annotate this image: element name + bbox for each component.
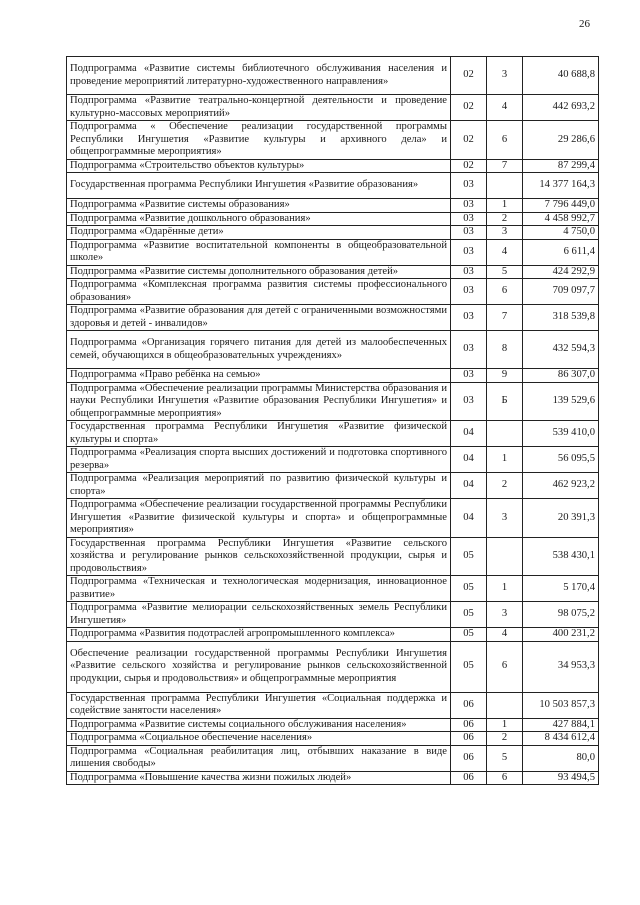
program-name-cell: Обеспечение реализации государственной программы Республики Ингушетия «Развитие сельского хозяйства и регулирование рынков сельскохозяйственной продукции, сырья и продовольствия» и общепрограммные мероприятия: [67, 641, 451, 692]
amount-cell: 424 292,9: [523, 265, 599, 279]
program-code-cell: 05: [451, 628, 487, 642]
table-row: [67, 57, 599, 95]
program-code-cell: 03: [451, 305, 487, 331]
program-name-cell: Подпрограмма «Развитие системы библиотечного обслуживания населения и проведение мероприятий литературно-художественного направления»: [67, 57, 451, 95]
program-name-cell: Государственная программа Республики Ингушетия «Развитие образования»: [67, 173, 451, 199]
budget-table-body: [67, 57, 599, 785]
subprogram-code-cell: 1: [487, 576, 523, 602]
program-code-cell: 03: [451, 331, 487, 369]
amount-cell: 6 611,4: [523, 239, 599, 265]
program-code-cell: 05: [451, 576, 487, 602]
subprogram-code-cell: 7: [487, 305, 523, 331]
program-code-cell: 03: [451, 173, 487, 199]
program-name-cell: Подпрограмма «Реализация спорта высших достижений и подготовка спортивного резерва»: [67, 447, 451, 473]
subprogram-code-cell: [487, 421, 523, 447]
amount-cell: 427 884,1: [523, 718, 599, 732]
subprogram-code-cell: 1: [487, 718, 523, 732]
amount-cell: 56 095,5: [523, 447, 599, 473]
program-code-cell: 06: [451, 718, 487, 732]
table-row: [67, 576, 599, 602]
program-name-cell: Подпрограмма «Развитие дошкольного образования»: [67, 212, 451, 226]
program-name-cell: Подпрограмма «Реализация мероприятий по развитию физической культуры и спорта»: [67, 473, 451, 499]
subprogram-code-cell: 8: [487, 331, 523, 369]
subprogram-code-cell: 6: [487, 279, 523, 305]
program-code-cell: 03: [451, 226, 487, 240]
program-code-cell: 06: [451, 692, 487, 718]
table-row: [67, 692, 599, 718]
subprogram-code-cell: Б: [487, 382, 523, 421]
table-row: [67, 537, 599, 576]
amount-cell: 400 231,2: [523, 628, 599, 642]
table-row: [67, 239, 599, 265]
program-code-cell: 06: [451, 732, 487, 746]
table-row: [67, 265, 599, 279]
amount-cell: 139 529,6: [523, 382, 599, 421]
table-row: [67, 226, 599, 240]
subprogram-code-cell: 1: [487, 199, 523, 213]
program-name-cell: Подпрограмма «Обеспечение реализации государственной программы Республики Ингушетия «Развитие физической культуры и спорта» и общепрограммные мероприятия»: [67, 499, 451, 538]
program-name-cell: Подпрограмма «Социальная реабилитация лиц, отбывших наказание в виде лишения свободы»: [67, 745, 451, 771]
program-name-cell: Государственная программа Республики Ингушетия «Развитие физической культуры и спорта»: [67, 421, 451, 447]
table-row: [67, 602, 599, 628]
program-name-cell: Подпрограмма «Техническая и технологическая модернизация, инновационное развитие»: [67, 576, 451, 602]
amount-cell: 4 458 992,7: [523, 212, 599, 226]
table-row: [67, 173, 599, 199]
table-row: [67, 199, 599, 213]
subprogram-code-cell: 3: [487, 602, 523, 628]
program-code-cell: 02: [451, 95, 487, 121]
subprogram-code-cell: 4: [487, 628, 523, 642]
program-code-cell: 05: [451, 641, 487, 692]
program-name-cell: Подпрограмма «Развитие системы социального обслуживания населения»: [67, 718, 451, 732]
program-code-cell: 03: [451, 199, 487, 213]
amount-cell: 29 286,6: [523, 121, 599, 160]
amount-cell: 709 097,7: [523, 279, 599, 305]
program-code-cell: 03: [451, 265, 487, 279]
program-name-cell: Государственная программа Республики Ингушетия «Развитие сельского хозяйства и регулирование рынков сельскохозяйственной продукции, сырья и продовольствия»: [67, 537, 451, 576]
table-row: [67, 121, 599, 160]
program-code-cell: 02: [451, 159, 487, 173]
table-row: [67, 279, 599, 305]
amount-cell: 20 391,3: [523, 499, 599, 538]
amount-cell: 539 410,0: [523, 421, 599, 447]
program-code-cell: 03: [451, 212, 487, 226]
amount-cell: 538 430,1: [523, 537, 599, 576]
program-name-cell: Подпрограмма «Обеспечение реализации программы Министерства образования и науки Республики Ингушетия «Развитие образования Республики Ингушетия» и общепрограммные мероприятия»: [67, 382, 451, 421]
program-code-cell: 03: [451, 279, 487, 305]
subprogram-code-cell: 2: [487, 212, 523, 226]
subprogram-code-cell: [487, 173, 523, 199]
subprogram-code-cell: 3: [487, 57, 523, 95]
budget-table: [66, 56, 599, 785]
program-name-cell: Подпрограмма «Организация горячего питания для детей из малообеспеченных семей, обучающихся в общеобразовательных учреждениях»: [67, 331, 451, 369]
table-row: [67, 421, 599, 447]
program-code-cell: 03: [451, 369, 487, 383]
subprogram-code-cell: 2: [487, 473, 523, 499]
program-code-cell: 04: [451, 473, 487, 499]
program-code-cell: 06: [451, 771, 487, 785]
amount-cell: 98 075,2: [523, 602, 599, 628]
table-row: [67, 159, 599, 173]
program-name-cell: Подпрограмма «Развитие системы образования»: [67, 199, 451, 213]
amount-cell: 5 170,4: [523, 576, 599, 602]
amount-cell: 442 693,2: [523, 95, 599, 121]
program-name-cell: Подпрограмма «Комплексная программа развития системы профессионального образования»: [67, 279, 451, 305]
table-row: [67, 718, 599, 732]
amount-cell: 4 750,0: [523, 226, 599, 240]
program-name-cell: Государственная программа Республики Ингушетия «Социальная поддержка и содействие занятости населения»: [67, 692, 451, 718]
table-row: [67, 473, 599, 499]
subprogram-code-cell: 5: [487, 265, 523, 279]
program-code-cell: 03: [451, 382, 487, 421]
table-row: [67, 745, 599, 771]
program-name-cell: Подпрограмма «Право ребёнка на семью»: [67, 369, 451, 383]
subprogram-code-cell: 3: [487, 226, 523, 240]
amount-cell: 318 539,8: [523, 305, 599, 331]
program-code-cell: 05: [451, 537, 487, 576]
program-name-cell: Подпрограмма «Развития подотраслей агропромышленного комплекса»: [67, 628, 451, 642]
program-name-cell: Подпрограмма «Развитие театрально-концертной деятельности и проведение культурно-массовых мероприятий»: [67, 95, 451, 121]
subprogram-code-cell: 2: [487, 732, 523, 746]
subprogram-code-cell: [487, 537, 523, 576]
program-code-cell: 04: [451, 499, 487, 538]
program-code-cell: 04: [451, 421, 487, 447]
program-name-cell: Подпрограмма « Обеспечение реализации государственной программы Республики Ингушетия «Развитие культуры и архивного дела» и общепрограммные мероприятия»: [67, 121, 451, 160]
program-code-cell: 06: [451, 745, 487, 771]
table-row: [67, 641, 599, 692]
subprogram-code-cell: 6: [487, 121, 523, 160]
subprogram-code-cell: 5: [487, 745, 523, 771]
subprogram-code-cell: 6: [487, 641, 523, 692]
subprogram-code-cell: 6: [487, 771, 523, 785]
amount-cell: 34 953,3: [523, 641, 599, 692]
program-code-cell: 03: [451, 239, 487, 265]
subprogram-code-cell: 4: [487, 95, 523, 121]
subprogram-code-cell: 4: [487, 239, 523, 265]
program-name-cell: Подпрограмма «Развитие воспитательной компоненты в общеобразовательной школе»: [67, 239, 451, 265]
program-name-cell: Подпрограмма «Строительство объектов культуры»: [67, 159, 451, 173]
table-row: [67, 212, 599, 226]
program-code-cell: 02: [451, 121, 487, 160]
amount-cell: 7 796 449,0: [523, 199, 599, 213]
amount-cell: 86 307,0: [523, 369, 599, 383]
table-row: [67, 628, 599, 642]
program-name-cell: Подпрограмма «Повышение качества жизни пожилых людей»: [67, 771, 451, 785]
amount-cell: 8 434 612,4: [523, 732, 599, 746]
subprogram-code-cell: [487, 692, 523, 718]
table-row: [67, 331, 599, 369]
table-row: [67, 447, 599, 473]
table-row: [67, 369, 599, 383]
program-name-cell: Подпрограмма «Развитие образования для детей с ограниченными возможностями здоровья и детей - инвалидов»: [67, 305, 451, 331]
amount-cell: 87 299,4: [523, 159, 599, 173]
page-number: 26: [579, 18, 590, 30]
table-row: [67, 732, 599, 746]
amount-cell: 14 377 164,3: [523, 173, 599, 199]
amount-cell: 40 688,8: [523, 57, 599, 95]
amount-cell: 432 594,3: [523, 331, 599, 369]
amount-cell: 10 503 857,3: [523, 692, 599, 718]
table-row: [67, 305, 599, 331]
table-row: [67, 382, 599, 421]
program-code-cell: 02: [451, 57, 487, 95]
amount-cell: 93 494,5: [523, 771, 599, 785]
program-code-cell: 05: [451, 602, 487, 628]
subprogram-code-cell: 1: [487, 447, 523, 473]
program-name-cell: Подпрограмма «Социальное обеспечение населения»: [67, 732, 451, 746]
program-name-cell: Подпрограмма «Одарённые дети»: [67, 226, 451, 240]
program-name-cell: Подпрограмма «Развитие мелиорации сельскохозяйственных земель Республики Ингушетия»: [67, 602, 451, 628]
amount-cell: 462 923,2: [523, 473, 599, 499]
program-code-cell: 04: [451, 447, 487, 473]
subprogram-code-cell: 9: [487, 369, 523, 383]
table-row: [67, 499, 599, 538]
amount-cell: 80,0: [523, 745, 599, 771]
subprogram-code-cell: 3: [487, 499, 523, 538]
program-name-cell: Подпрограмма «Развитие системы дополнительного образования детей»: [67, 265, 451, 279]
table-row: [67, 771, 599, 785]
subprogram-code-cell: 7: [487, 159, 523, 173]
table-row: [67, 95, 599, 121]
